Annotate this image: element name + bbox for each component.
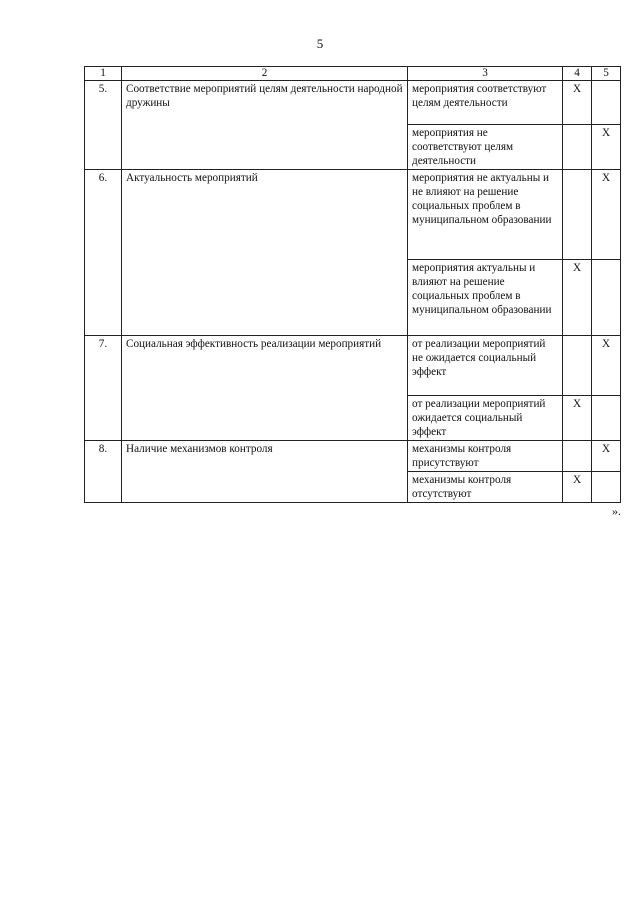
- row-number: 7.: [85, 336, 122, 441]
- row-number: 5.: [85, 81, 122, 170]
- column-header-5: 5: [592, 67, 621, 81]
- option-text: механизмы контроля отсутствуют: [408, 472, 563, 503]
- option-text: мероприятия не актуальны и не влияют на решение социальных проблем в муниципальном образовании: [408, 170, 563, 260]
- mark-col5: X: [592, 170, 621, 260]
- mark-col5: [592, 396, 621, 441]
- criterion-text: Соответствие мероприятий целям деятельности народной дружины: [122, 81, 408, 170]
- mark-col4: [563, 441, 592, 472]
- mark-col4: X: [563, 472, 592, 503]
- table-row: [85, 441, 621, 472]
- mark-col5: X: [592, 336, 621, 396]
- mark-col4: X: [563, 260, 592, 336]
- column-header-3: 3: [408, 67, 563, 81]
- row-number: 8.: [85, 441, 122, 503]
- table-row: [85, 336, 621, 396]
- table-row: [85, 81, 621, 125]
- page-number: 5: [316, 36, 324, 51]
- mark-col5: [592, 472, 621, 503]
- column-header-1: 1: [85, 67, 122, 81]
- mark-col5: X: [592, 125, 621, 170]
- row-number: 6.: [85, 170, 122, 336]
- mark-col4: X: [563, 396, 592, 441]
- column-header-4: 4: [563, 67, 592, 81]
- column-header-2: 2: [122, 67, 408, 81]
- mark-col5: [592, 260, 621, 336]
- mark-col4: [563, 125, 592, 170]
- mark-col5: X: [592, 441, 621, 472]
- option-text: мероприятия актуальны и влияют на решение социальных проблем в муниципальном образовании: [408, 260, 563, 336]
- mark-col4: [563, 170, 592, 260]
- criteria-table: [84, 66, 621, 503]
- option-text: от реализации мероприятий ожидается социальный эффект: [408, 396, 563, 441]
- mark-col4: X: [563, 81, 592, 125]
- mark-col4: [563, 336, 592, 396]
- table-header-row: [85, 67, 621, 81]
- option-text: мероприятия соответствуют целям деятельности: [408, 81, 563, 125]
- option-text: от реализации мероприятий не ожидается социальный эффект: [408, 336, 563, 396]
- criterion-text: Актуальность мероприятий: [122, 170, 408, 336]
- closing-quote-mark: ».: [612, 504, 621, 518]
- option-text: мероприятия не соответствуют целям деятельности: [408, 125, 563, 170]
- option-text: механизмы контроля присутствуют: [408, 441, 563, 472]
- mark-col5: [592, 81, 621, 125]
- criterion-text: Наличие механизмов контроля: [122, 441, 408, 503]
- table-row: [85, 170, 621, 260]
- criterion-text: Социальная эффективность реализации мероприятий: [122, 336, 408, 441]
